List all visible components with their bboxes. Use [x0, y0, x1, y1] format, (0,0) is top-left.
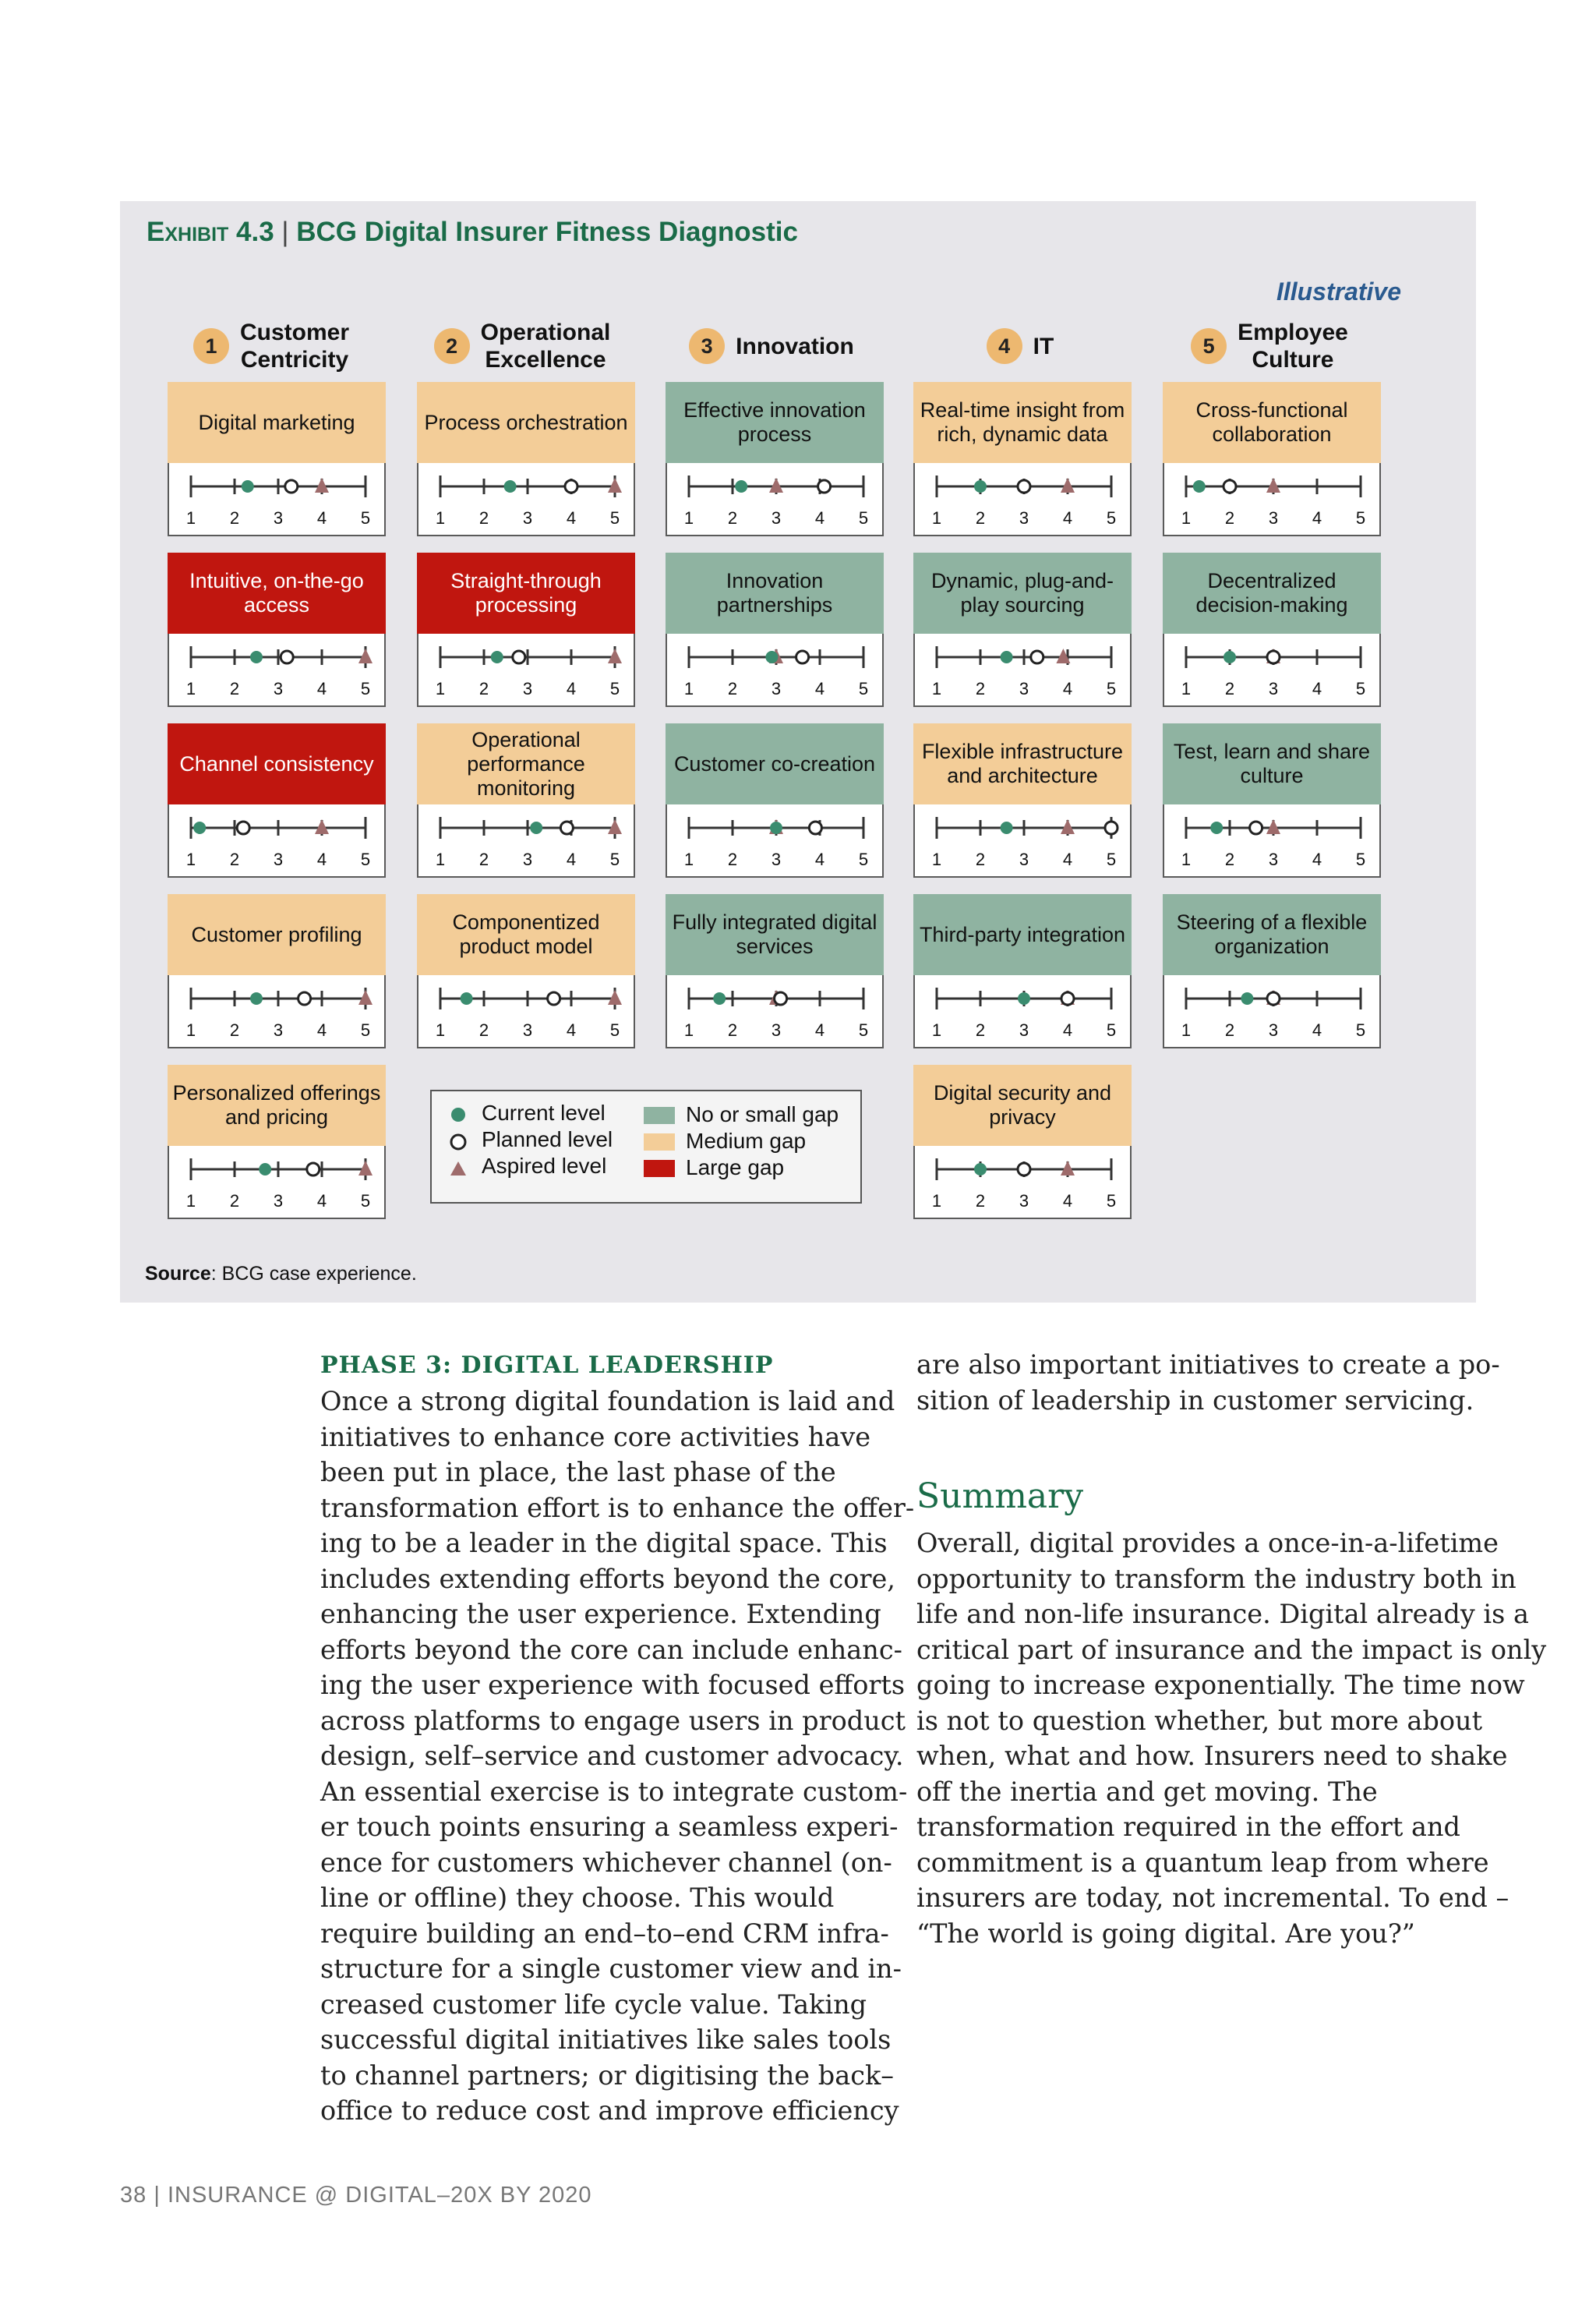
scale-plot [667, 975, 885, 1047]
level-scale [417, 804, 635, 878]
current-level-marker [765, 651, 778, 663]
scale-plot [1164, 463, 1382, 535]
legend-planned-label: Planned level [482, 1127, 613, 1151]
legend-medium-gap-swatch [644, 1133, 675, 1151]
illustrative-tag: Illustrative [1276, 278, 1401, 306]
scale-tick-label: 3 [273, 850, 284, 869]
scale-tick-label: 4 [316, 1191, 327, 1211]
pillar-number: 4 [987, 328, 1022, 364]
planned-level-marker [548, 992, 560, 1005]
footer-title: INSURANCE @ DIGITAL–20X BY 2020 [167, 2183, 592, 2208]
level-scale [417, 634, 635, 707]
capability-card [1163, 553, 1381, 707]
planned-level-marker [1267, 651, 1280, 663]
level-scale [913, 975, 1132, 1048]
scale-tick-label: 1 [1181, 679, 1192, 698]
scale-tick-label: 2 [975, 1020, 986, 1040]
scale-tick-label: 2 [1224, 508, 1235, 528]
scale-tick-label: 1 [185, 1020, 196, 1040]
scale-plot [418, 463, 637, 535]
current-level-marker [193, 822, 206, 834]
scale-tick-label: 5 [609, 1020, 620, 1040]
scale-tick-label: 3 [771, 679, 782, 698]
level-scale [666, 975, 884, 1048]
level-scale [168, 1146, 386, 1219]
scale-plot [418, 634, 637, 705]
scale-tick-label: 4 [566, 1020, 577, 1040]
level-scale [913, 1146, 1132, 1219]
scale-tick-label: 1 [931, 679, 942, 698]
planned-level-marker [298, 992, 311, 1005]
scale-tick-label: 5 [858, 850, 869, 869]
scale-tick-label: 5 [360, 1020, 371, 1040]
scale-tick-label: 4 [1062, 679, 1073, 698]
legend-markers [443, 1102, 474, 1196]
capability-card [168, 553, 386, 707]
scale-tick-label: 5 [1355, 850, 1366, 869]
scale-plot [915, 975, 1133, 1047]
capability-card [913, 553, 1132, 707]
planned-level-marker [1018, 1163, 1030, 1176]
scale-tick-label: 1 [931, 850, 942, 869]
pillar-number: 5 [1191, 328, 1227, 364]
current-level-marker [770, 822, 782, 834]
level-scale [913, 463, 1132, 536]
scale-tick-label: 1 [435, 679, 446, 698]
legend-small-gap-swatch [644, 1107, 675, 1124]
planned-level-marker [307, 1163, 320, 1176]
level-scale [1163, 463, 1381, 536]
scale-plot [169, 463, 387, 535]
scale-tick-label: 1 [185, 1191, 196, 1211]
pillar-number: 2 [434, 328, 470, 364]
level-scale [168, 463, 386, 536]
capability-card [666, 382, 884, 536]
planned-level-marker [1031, 651, 1043, 663]
scale-tick-label: 1 [683, 679, 694, 698]
scale-plot [1164, 804, 1382, 876]
scale-tick-label: 5 [858, 1020, 869, 1040]
phase-heading: PHASE 3: DIGITAL LEADERSHIP [320, 1352, 774, 1379]
scale-tick-label: 3 [1019, 1020, 1029, 1040]
pillar-header-5 [1153, 315, 1386, 377]
scale-tick-label: 2 [229, 679, 240, 698]
current-level-marker [713, 992, 726, 1005]
planned-level-marker [565, 480, 577, 493]
level-scale [666, 634, 884, 707]
footer-separator: | [154, 2183, 161, 2208]
scale-tick-label: 3 [1268, 679, 1279, 698]
scale-tick-label: 2 [478, 1020, 489, 1040]
current-level-marker [461, 992, 473, 1005]
capability-label: Customer profiling [168, 894, 386, 975]
scale-tick-label: 3 [273, 508, 284, 528]
scale-plot [667, 463, 885, 535]
exhibit-title: Exhibit 4.3 | BCG Digital Insurer Fitness Diagnostic [147, 217, 798, 247]
pillar-header-1 [154, 315, 388, 377]
planned-level-marker [1061, 992, 1074, 1005]
scale-plot [1164, 975, 1382, 1047]
current-level-marker [974, 1163, 987, 1176]
scale-tick-label: 1 [1181, 508, 1192, 528]
capability-label: Customer co-creation [666, 723, 884, 804]
scale-tick-label: 1 [683, 508, 694, 528]
scale-tick-label: 5 [1355, 508, 1366, 528]
capability-card [168, 894, 386, 1048]
capability-label: Dynamic, plug-and-play sourcing [913, 553, 1132, 634]
scale-plot [169, 804, 387, 876]
scale-tick-label: 2 [727, 850, 738, 869]
level-scale [417, 975, 635, 1048]
current-level-marker [259, 1163, 271, 1176]
scale-plot [1164, 634, 1382, 705]
scale-plot [915, 1146, 1133, 1218]
exhibit-panel [120, 201, 1476, 1303]
scale-plot [418, 804, 637, 876]
planned-level-marker [1267, 992, 1280, 1005]
summary-text: Overall, digital provides a once-in-a-lifetime opportunity to transform the industry both in life and non-life insurance. Digital already is a critical part of insurance and the impact is only going to increase exponentially. The time now is not to question whether, but more about when, what and how. Insurers need to shake off the inertia and get moving. The transformation required in the effort and commitment is a quantum leap from where insurers are today, not incremental. To end – “The world is going digital. Are you?” [916, 1528, 1547, 1949]
scale-tick-label: 3 [1019, 1191, 1029, 1211]
capability-card [1163, 382, 1381, 536]
capability-card [417, 382, 635, 536]
scale-plot [667, 804, 885, 876]
level-scale [168, 975, 386, 1048]
capability-label: Flexible infrastructure and architecture [913, 723, 1132, 804]
level-scale [168, 804, 386, 878]
capability-label: Innovation partnerships [666, 553, 884, 634]
planned-level-marker [809, 822, 821, 834]
scale-tick-label: 4 [316, 679, 327, 698]
scale-plot [667, 634, 885, 705]
scale-tick-label: 2 [229, 1020, 240, 1040]
capability-label: Componentized product model [417, 894, 635, 975]
planned-level-marker [285, 480, 298, 493]
scale-tick-label: 3 [1268, 508, 1279, 528]
legend-medium-gap-label: Medium gap [686, 1129, 807, 1153]
scale-tick-label: 2 [975, 508, 986, 528]
current-level-marker [1241, 992, 1253, 1005]
legend-aspired-label: Aspired level [482, 1154, 607, 1178]
scale-tick-label: 3 [771, 1020, 782, 1040]
summary-heading: Summary [916, 1476, 1084, 1516]
scale-plot [915, 804, 1133, 876]
scale-tick-label: 4 [316, 508, 327, 528]
current-level-marker [1210, 822, 1223, 834]
legend-large-gap-label: Large gap [686, 1155, 785, 1179]
legend-current-label: Current level [482, 1101, 606, 1125]
level-scale [913, 634, 1132, 707]
current-level-marker [530, 822, 542, 834]
level-scale [1163, 634, 1381, 707]
scale-tick-label: 1 [435, 1020, 446, 1040]
capability-card [913, 382, 1132, 536]
planned-level-marker [513, 651, 525, 663]
pillar-number: 1 [193, 328, 229, 364]
capability-card [417, 553, 635, 707]
level-scale [417, 463, 635, 536]
scale-tick-label: 5 [858, 679, 869, 698]
scale-tick-label: 4 [814, 850, 825, 869]
scale-tick-label: 4 [1062, 1191, 1073, 1211]
pillar-title: Employee Culture [1238, 320, 1348, 373]
scale-tick-label: 3 [771, 850, 782, 869]
scale-tick-label: 3 [1019, 850, 1029, 869]
capability-label: Effective innovation process [666, 382, 884, 463]
pillar-header-2 [405, 315, 639, 377]
scale-tick-label: 5 [609, 850, 620, 869]
page-footer [120, 2183, 591, 2208]
capability-card [168, 723, 386, 878]
scale-tick-label: 5 [1106, 679, 1117, 698]
capability-card [168, 1065, 386, 1219]
scale-tick-label: 1 [1181, 1020, 1192, 1040]
scale-tick-label: 3 [522, 850, 533, 869]
current-level-marker [250, 651, 263, 663]
capability-card [1163, 894, 1381, 1048]
scale-tick-label: 2 [975, 850, 986, 869]
scale-tick-label: 4 [566, 508, 577, 528]
scale-plot [418, 975, 637, 1047]
scale-plot [915, 634, 1133, 705]
pillar-header-4 [903, 315, 1137, 377]
scale-tick-label: 4 [814, 1020, 825, 1040]
scale-tick-label: 5 [1106, 1020, 1117, 1040]
scale-tick-label: 4 [1062, 850, 1073, 869]
capability-card [168, 382, 386, 536]
scale-tick-label: 1 [435, 850, 446, 869]
current-level-marker [735, 480, 747, 493]
scale-tick-label: 3 [522, 508, 533, 528]
legend-large-gap-swatch [644, 1160, 675, 1177]
pillar-title: Customer Centricity [239, 320, 350, 373]
left-column-text: Once a strong digital foundation is laid and initiatives to enhance core activities have been put in place, the last phase of the transformation effort is to enhance the offer- ing to be a leader in the digital space. This includes extending efforts beyond the core, enhancing the user experience. Extending efforts beyond the core can include enhanc- ing the user experience with focused efforts across platforms to engage users in product design, self–service and customer advocacy. An essential exercise is to integrate custom- er touch points ensuring a seamless experi- ence for customers whichever channel (on- line or offline) they choose. This would require building an end–to–end CRM infra- structure for a single customer view and in- creased customer life cycle value. Taking successful digital initiatives like sales tools to channel partners; or digitising the back– office to reduce cost and improve efficiency [320, 1386, 915, 2126]
scale-tick-label: 4 [1312, 850, 1322, 869]
scale-tick-label: 2 [229, 508, 240, 528]
capability-label: Steering of a flexible organization [1163, 894, 1381, 975]
scale-plot [169, 634, 387, 705]
capability-label: Process orchestration [417, 382, 635, 463]
scale-tick-label: 5 [1106, 1191, 1117, 1211]
scale-plot [915, 463, 1133, 535]
capability-label: Personalized offerings and pricing [168, 1065, 386, 1146]
level-scale [666, 463, 884, 536]
scale-tick-label: 3 [1268, 850, 1279, 869]
planned-level-marker [796, 651, 809, 663]
scale-tick-label: 1 [931, 1191, 942, 1211]
pillar-title: Innovation [736, 333, 854, 359]
capability-label: Cross-functional collaboration [1163, 382, 1381, 463]
legend-planned-marker [451, 1135, 465, 1149]
legend [430, 1090, 862, 1204]
scale-tick-label: 1 [931, 1020, 942, 1040]
capability-card [913, 894, 1132, 1048]
pillar-title: IT [1033, 333, 1054, 359]
scale-tick-label: 3 [273, 1191, 284, 1211]
capability-label: Decentralized decision-making [1163, 553, 1381, 634]
scale-tick-label: 5 [1106, 850, 1117, 869]
capability-label: Test, learn and share culture [1163, 723, 1381, 804]
scale-tick-label: 4 [1312, 508, 1322, 528]
scale-tick-label: 4 [566, 679, 577, 698]
current-level-marker [491, 651, 503, 663]
scale-tick-label: 5 [1355, 1020, 1366, 1040]
capability-label: Real-time insight from rich, dynamic data [913, 382, 1132, 463]
scale-tick-label: 4 [1312, 1020, 1322, 1040]
current-level-marker [242, 480, 254, 493]
source-text: : BCG case experience. [210, 1263, 417, 1285]
current-level-marker [1018, 992, 1030, 1005]
level-scale [168, 634, 386, 707]
scale-tick-label: 3 [273, 1020, 284, 1040]
level-scale [1163, 975, 1381, 1048]
current-level-marker [1193, 480, 1206, 493]
planned-level-marker [1250, 822, 1262, 834]
planned-level-marker [775, 992, 787, 1005]
scale-tick-label: 2 [478, 850, 489, 869]
scale-tick-label: 3 [1019, 508, 1029, 528]
scale-tick-label: 1 [185, 850, 196, 869]
scale-tick-label: 4 [814, 508, 825, 528]
capability-card [913, 723, 1132, 878]
capability-card [913, 1065, 1132, 1219]
capability-card [666, 553, 884, 707]
planned-level-marker [560, 822, 573, 834]
scale-tick-label: 2 [727, 679, 738, 698]
current-level-marker [1223, 651, 1236, 663]
scale-tick-label: 5 [1355, 679, 1366, 698]
planned-level-marker [1223, 480, 1236, 493]
capability-card [417, 723, 635, 878]
scale-tick-label: 5 [360, 508, 371, 528]
scale-tick-label: 1 [931, 508, 942, 528]
planned-level-marker [281, 651, 293, 663]
planned-level-marker [818, 480, 831, 493]
capability-label: Digital marketing [168, 382, 386, 463]
level-scale [1163, 804, 1381, 878]
right-column-intro: are also important initiatives to create a po- sition of leadership in customer servicing. [916, 1349, 1500, 1416]
scale-plot [169, 1146, 387, 1218]
scale-tick-label: 4 [814, 679, 825, 698]
exhibit-label: Exhibit 4.3 [147, 217, 274, 247]
planned-level-marker [1105, 822, 1118, 834]
scale-tick-label: 5 [360, 679, 371, 698]
scale-tick-label: 1 [683, 850, 694, 869]
scale-tick-label: 1 [185, 508, 196, 528]
scale-tick-label: 2 [1224, 850, 1235, 869]
capability-label: Straight-through processing [417, 553, 635, 634]
scale-tick-label: 2 [1224, 679, 1235, 698]
level-scale [666, 804, 884, 878]
scale-tick-label: 2 [727, 1020, 738, 1040]
scale-tick-label: 2 [975, 1191, 986, 1211]
scale-tick-label: 1 [683, 1020, 694, 1040]
scale-tick-label: 1 [1181, 850, 1192, 869]
scale-tick-label: 3 [273, 679, 284, 698]
capability-card [666, 723, 884, 878]
scale-tick-label: 4 [1312, 679, 1322, 698]
scale-tick-label: 5 [360, 850, 371, 869]
scale-tick-label: 1 [185, 679, 196, 698]
scale-tick-label: 2 [478, 508, 489, 528]
scale-tick-label: 5 [360, 1191, 371, 1211]
scale-tick-label: 5 [1106, 508, 1117, 528]
page-number: 38 [120, 2183, 147, 2208]
scale-tick-label: 5 [858, 508, 869, 528]
capability-label: Digital security and privacy [913, 1065, 1132, 1146]
legend-aspired-marker [450, 1161, 466, 1176]
pillar-title: Operational Excellence [480, 320, 611, 373]
planned-level-marker [1018, 480, 1030, 493]
scale-tick-label: 4 [316, 850, 327, 869]
capability-label: Intuitive, on-the-go access [168, 553, 386, 634]
level-scale [913, 804, 1132, 878]
scale-tick-label: 4 [1062, 508, 1073, 528]
scale-tick-label: 4 [1062, 1020, 1073, 1040]
scale-tick-label: 2 [1224, 1020, 1235, 1040]
scale-tick-label: 1 [435, 508, 446, 528]
legend-small-gap-label: No or small gap [686, 1102, 839, 1126]
scale-tick-label: 2 [229, 850, 240, 869]
exhibit-heading: BCG Digital Insurer Fitness Diagnostic [296, 217, 798, 247]
source-label: Source [145, 1263, 211, 1285]
current-level-marker [504, 480, 517, 493]
scale-plot [169, 975, 387, 1047]
capability-card [1163, 723, 1381, 878]
capability-label: Operational performance monitoring [417, 723, 635, 804]
scale-tick-label: 2 [478, 679, 489, 698]
scale-tick-label: 3 [522, 679, 533, 698]
capability-card [417, 894, 635, 1048]
pillar-number: 3 [689, 328, 725, 364]
scale-tick-label: 3 [1019, 679, 1029, 698]
current-level-marker [250, 992, 263, 1005]
scale-tick-label: 4 [566, 850, 577, 869]
scale-tick-label: 2 [229, 1191, 240, 1211]
scale-tick-label: 5 [609, 679, 620, 698]
scale-tick-label: 2 [727, 508, 738, 528]
scale-tick-label: 5 [609, 508, 620, 528]
source-note [145, 1263, 417, 1285]
scale-tick-label: 3 [522, 1020, 533, 1040]
pillar-header-3 [655, 315, 888, 377]
capability-card [666, 894, 884, 1048]
scale-tick-label: 4 [316, 1020, 327, 1040]
legend-current-marker [451, 1108, 465, 1122]
current-level-marker [974, 480, 987, 493]
scale-tick-label: 2 [975, 679, 986, 698]
current-level-marker [1001, 822, 1013, 834]
scale-tick-label: 3 [771, 508, 782, 528]
capability-label: Channel consistency [168, 723, 386, 804]
current-level-marker [1001, 651, 1013, 663]
scale-tick-label: 3 [1268, 1020, 1279, 1040]
capability-label: Third-party integration [913, 894, 1132, 975]
capability-label: Fully integrated digital services [666, 894, 884, 975]
planned-level-marker [237, 822, 249, 834]
